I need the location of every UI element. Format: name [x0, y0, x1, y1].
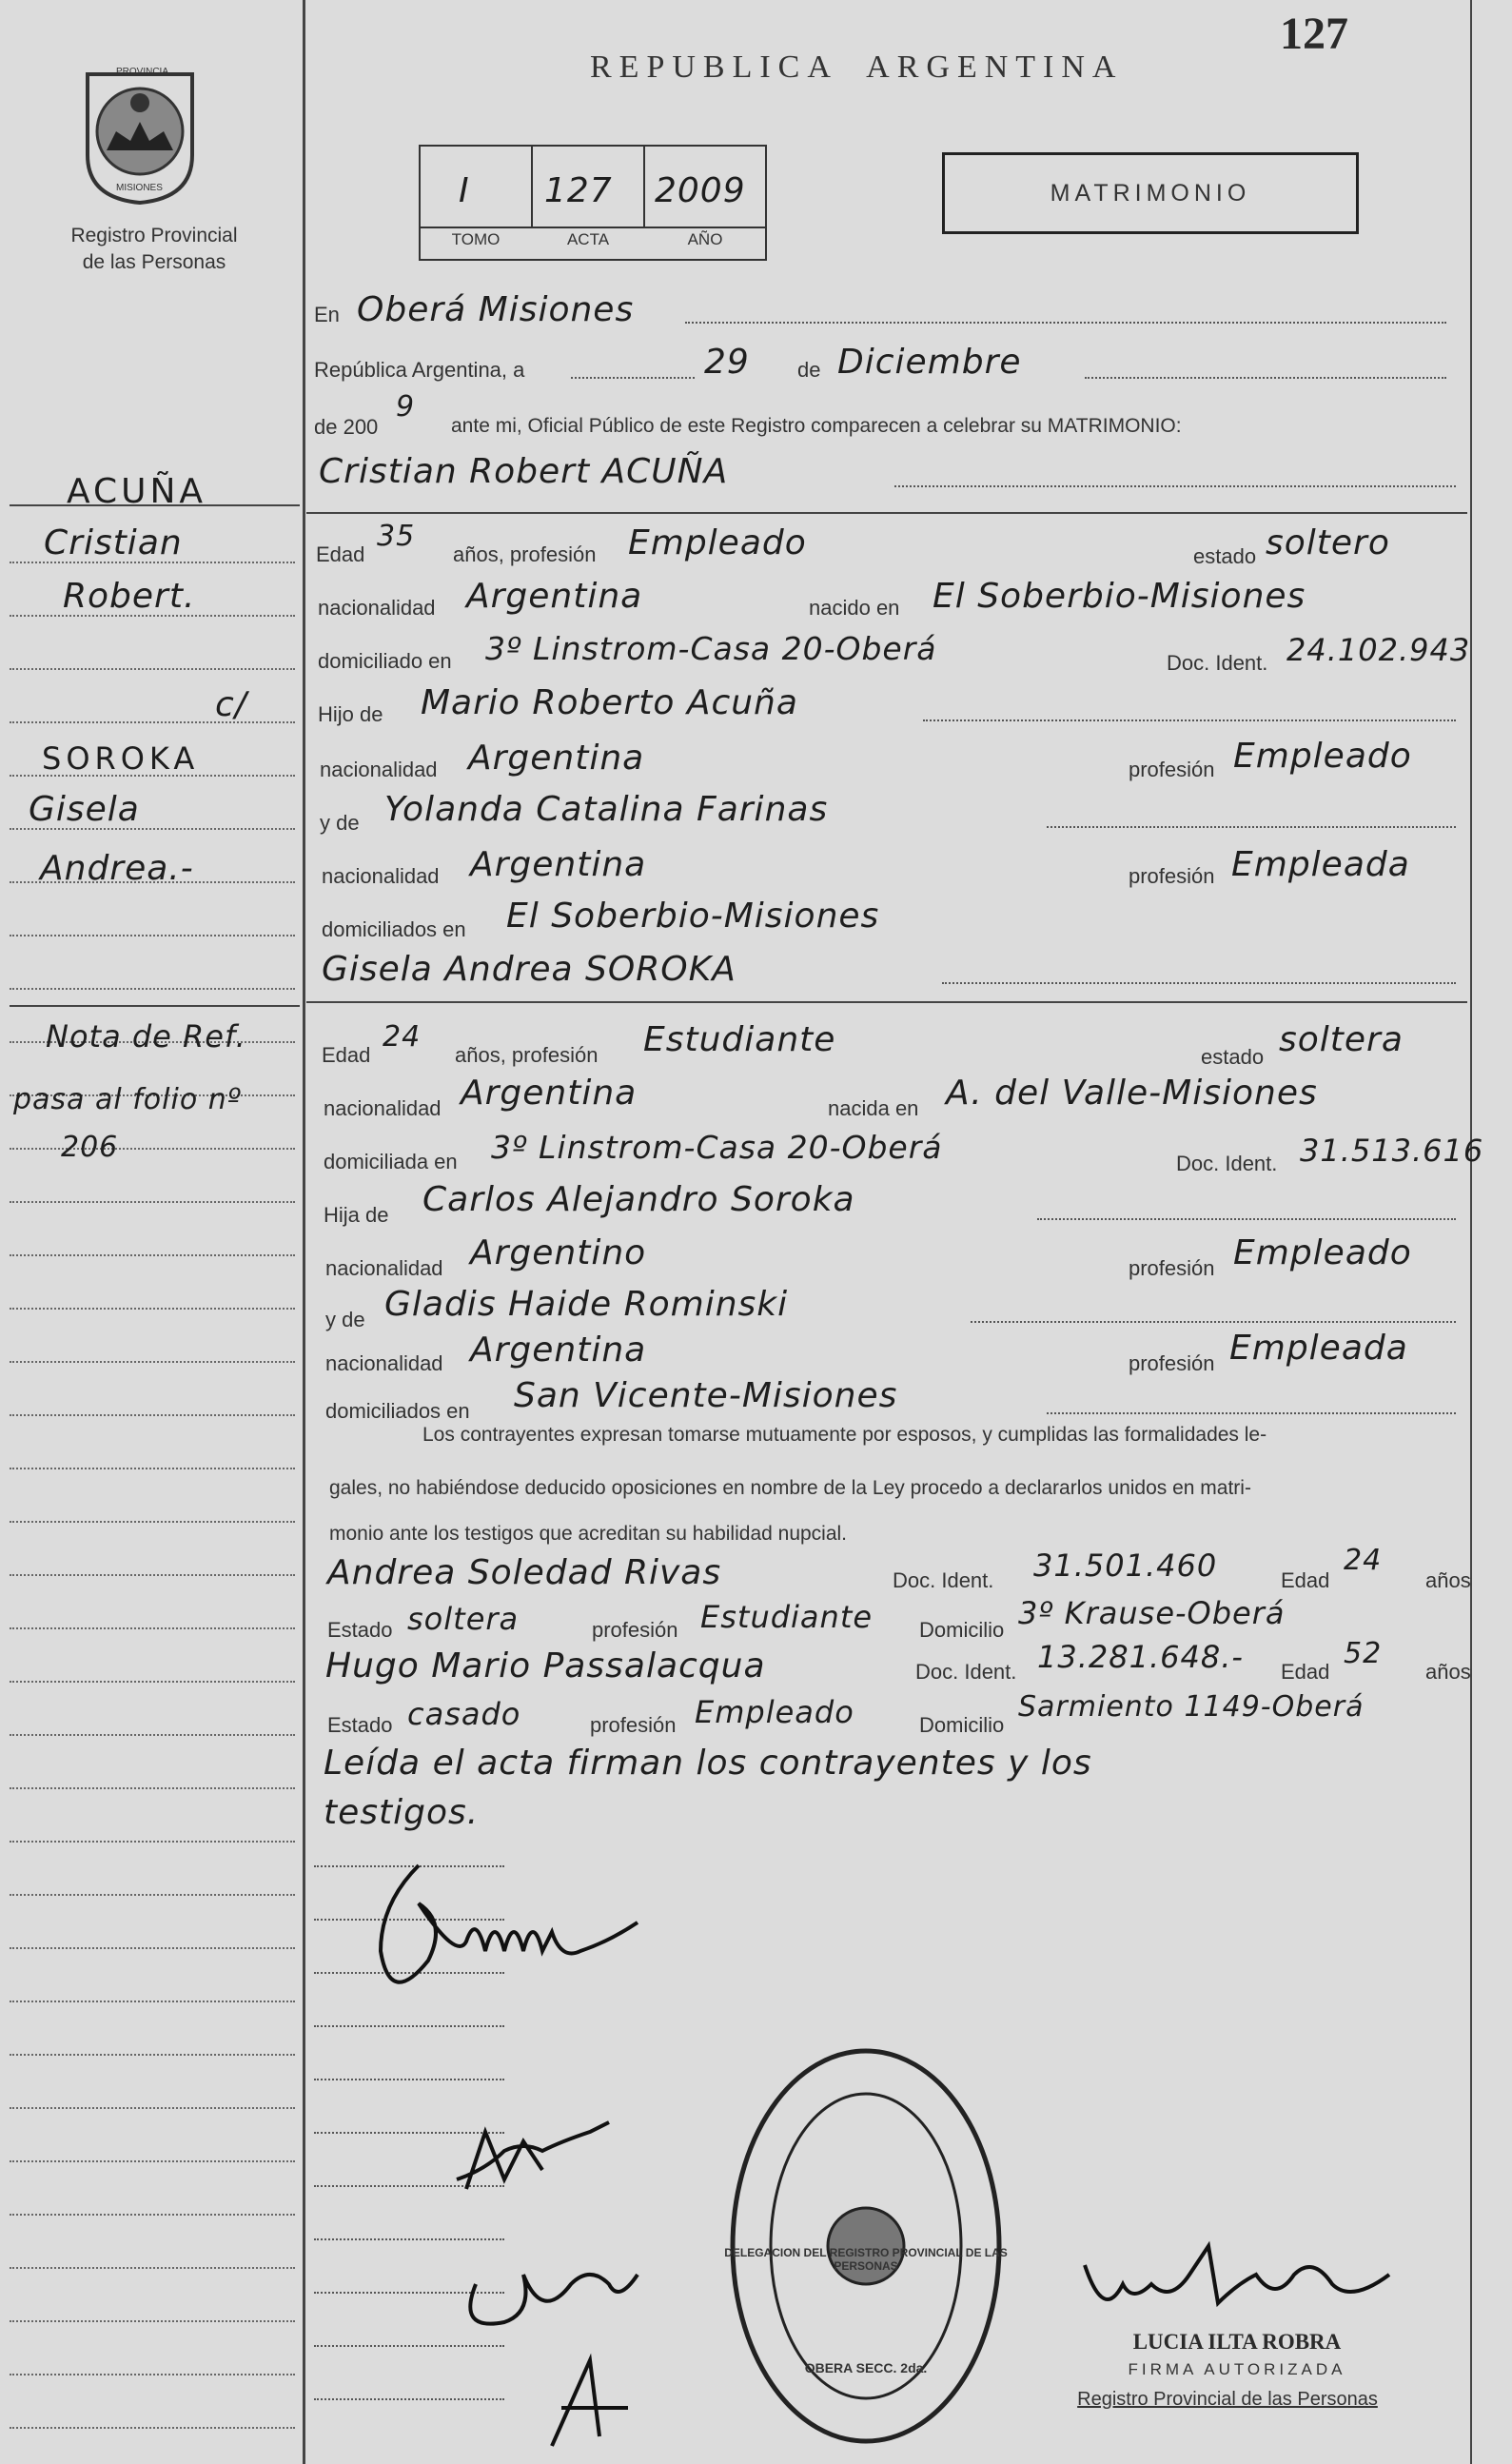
groom-profession: Empleado — [628, 523, 807, 562]
margin-dotted-rule — [10, 1841, 295, 1843]
margin-dotted-rule — [10, 1361, 295, 1363]
declaration-line-3: monio ante los testigos que acreditan su habilidad nupcial. — [329, 1523, 848, 1545]
groom-father-rule — [923, 719, 1456, 721]
groom-full-name: Cristian Robert ACUÑA — [319, 452, 729, 491]
official-signature — [1066, 2227, 1408, 2332]
witness-signature-2 — [447, 2246, 657, 2351]
month: Diciembre — [837, 343, 1022, 382]
margin-given-2b: Andrea.- — [40, 849, 194, 888]
bride-mother-rule — [971, 1321, 1456, 1323]
bride-father-prof: Empleado — [1233, 1233, 1412, 1272]
ano-cell — [645, 147, 765, 228]
margin-dotted-rule — [10, 1627, 295, 1629]
margin-surname-1: ACUÑA — [67, 472, 207, 511]
registry-line-2: de las Personas — [82, 251, 226, 273]
witness-2-doc-label: Doc. Ident. — [915, 1660, 1017, 1684]
margin-dotted-rule — [10, 721, 295, 723]
groom-mother-nat: Argentina — [470, 845, 647, 884]
groom-domicile: 3º Linstrom-Casa 20-Oberá — [485, 630, 937, 667]
margin-given-1b: Robert. — [63, 577, 196, 616]
margin-dotted-rule — [10, 1148, 295, 1150]
en-label: En — [314, 303, 340, 326]
bride-father: Carlos Alejandro Soroka — [422, 1180, 855, 1219]
acta-label: ACTA — [566, 230, 610, 248]
groom-nat-label: nacionalidad — [318, 596, 436, 620]
margin-note-1: Nota de Ref. — [46, 1018, 246, 1055]
witness-2-estado: casado — [407, 1696, 521, 1732]
country-title: REPUBLICA ARGENTINA — [590, 49, 1124, 85]
bride-estado: soltera — [1279, 1020, 1404, 1059]
record-type-box — [942, 152, 1359, 234]
margin-dotted-rule — [10, 2427, 295, 2429]
bride-doc-label: Doc. Ident. — [1176, 1152, 1278, 1175]
groom-age: 35 — [377, 520, 416, 553]
day-rule-a — [571, 377, 695, 379]
right-margin-line — [1470, 0, 1472, 2464]
closing-line-1: Leída el acta firman los contrayentes y los — [324, 1744, 1092, 1783]
body-dotted-rule — [314, 2238, 504, 2240]
republica-label: República Argentina, a — [314, 358, 525, 382]
ano-value: 2009 — [655, 171, 746, 210]
witness-1-dom-label: Domicilio — [919, 1618, 1005, 1642]
official-title: FIRMA AUTORIZADA — [1128, 2360, 1346, 2378]
margin-dotted-rule — [10, 1681, 295, 1683]
official-initial — [533, 2351, 647, 2455]
witness-1-estado-label: Estado — [327, 1618, 393, 1642]
groom-parents-dom-label: domiciliados en — [322, 917, 466, 941]
bride-parents-dom-rule — [1047, 1412, 1456, 1414]
margin-dotted-rule — [10, 1734, 295, 1736]
witness-1-prof-label: profesión — [592, 1618, 678, 1642]
witness-signature-1 — [447, 2113, 628, 2218]
margin-given-2a: Gisela — [29, 790, 140, 829]
margin-dotted-rule — [10, 2320, 295, 2322]
acta-value: 127 — [544, 171, 613, 210]
ano-label: AÑO — [687, 230, 723, 248]
witness-1-estado: soltera — [407, 1601, 520, 1637]
margin-dotted-rule — [10, 1414, 295, 1416]
groom-top-rule — [306, 512, 1467, 514]
groom-father-nat-label: nacionalidad — [320, 758, 438, 781]
groom-mother-label: y de — [320, 811, 360, 835]
margin-dotted-rule — [10, 1947, 295, 1949]
witness-2-dom-label: Domicilio — [919, 1713, 1005, 1737]
witness-2-doc: 13.281.648.- — [1037, 1639, 1244, 1675]
year-digit: 9 — [396, 390, 416, 424]
groom-father-nat: Argentina — [468, 739, 645, 778]
margin-surname-2: SOROKA — [42, 740, 200, 777]
witness-1-doc: 31.501.460 — [1033, 1547, 1218, 1584]
groom-father-prof: Empleado — [1233, 737, 1412, 776]
witness-2-edad-label: Edad — [1281, 1660, 1330, 1684]
bride-mother: Gladis Haide Rominski — [384, 1285, 789, 1324]
margin-dotted-rule — [10, 2001, 295, 2002]
margin-dotted-rule — [10, 1308, 295, 1310]
bride-mother-nat-label: nacionalidad — [325, 1351, 443, 1375]
margin-dotted-rule — [10, 1201, 295, 1203]
record-type: MATRIMONIO — [1050, 180, 1251, 207]
tomo-acta-box — [419, 145, 767, 261]
groom-estado-label: estado — [1193, 544, 1257, 568]
groom-doc: 24.102.943 — [1286, 632, 1471, 668]
declaration-line-1: Los contrayentes expresan tomarse mutuamente por esposos, y cumplidas las formalidades le- — [422, 1424, 1267, 1446]
groom-birthplace: El Soberbio-Misiones — [933, 577, 1306, 616]
witness-2-estado-label: Estado — [327, 1713, 393, 1737]
groom-signature — [362, 1846, 657, 2018]
margin-dotted-rule — [10, 2160, 295, 2162]
bride-father-prof-label: profesión — [1129, 1256, 1215, 1280]
body-dotted-rule — [314, 2079, 504, 2080]
margin-dotted-rule — [10, 2107, 295, 2109]
seal-inner-text: OBERA SECC. 2da. — [804, 2360, 928, 2375]
declaration-line-2: gales, no habiéndose deducido oposiciones en nombre de la Ley procedo a declararlos unidos en matri- — [329, 1477, 1251, 1499]
margin-section-rule-2 — [10, 1005, 300, 1007]
seal-ring-text: DELEGACION DEL REGISTRO PROVINCIAL DE LAS PERSONAS — [724, 2246, 1008, 2273]
groom-mother-nat-label: nacionalidad — [322, 864, 440, 888]
bride-mother-nat: Argentina — [470, 1331, 647, 1370]
bride-father-rule — [1037, 1218, 1456, 1220]
month-rule — [1085, 377, 1446, 379]
bride-name-rule — [942, 982, 1456, 984]
margin-dotted-rule — [10, 935, 295, 936]
bride-father-nat-label: nacionalidad — [325, 1256, 443, 1280]
bride-top-rule — [306, 1001, 1467, 1003]
margin-note-2: pasa al folio nº — [13, 1083, 242, 1116]
emblem-bottom-text: MISIONES — [116, 183, 163, 193]
groom-mother-rule — [1047, 826, 1456, 828]
bride-nacida-label: nacida en — [828, 1096, 919, 1120]
margin-dotted-rule — [10, 2054, 295, 2056]
place: Oberá Misiones — [357, 290, 635, 329]
witness-2-name: Hugo Mario Passalacqua — [325, 1646, 766, 1685]
bride-father-nat: Argentino — [470, 1233, 647, 1272]
official-name: LUCIA ILTA ROBRA — [1132, 2330, 1342, 2354]
margin-dotted-rule — [10, 1254, 295, 1256]
groom-estado: soltero — [1266, 523, 1390, 562]
witness-1-doc-label: Doc. Ident. — [893, 1568, 994, 1592]
margin-dotted-rule — [10, 1468, 295, 1469]
statement: ante mi, Oficial Público de este Registro comparecen a celebrar su MATRIMONIO: — [451, 415, 1182, 437]
closing-line-2: testigos. — [324, 1793, 480, 1832]
left-column-divider — [303, 0, 305, 2464]
witness-1-anos-label: años — [1425, 1568, 1471, 1592]
margin-conj: c/ — [215, 685, 247, 724]
groom-mother-prof: Empleada — [1231, 845, 1410, 884]
acta-cell — [533, 147, 645, 228]
bride-profession: Estudiante — [643, 1020, 836, 1059]
margin-dotted-rule — [10, 1894, 295, 1896]
body-dotted-rule — [314, 2398, 504, 2400]
groom-dom-label: domiciliado en — [318, 649, 452, 673]
bride-mother-label: y de — [325, 1308, 365, 1331]
groom-mother: Yolanda Catalina Farinas — [384, 790, 829, 829]
year-prefix: de 200 — [314, 415, 379, 439]
margin-dotted-rule — [10, 2214, 295, 2216]
groom-nacido-label: nacido en — [809, 596, 900, 620]
de-label: de — [797, 358, 821, 382]
witness-1-age: 24 — [1344, 1544, 1383, 1577]
groom-name-rule — [894, 485, 1456, 487]
bride-father-label: Hija de — [324, 1203, 389, 1227]
body-dotted-rule — [314, 2025, 504, 2027]
witness-1-profession: Estudiante — [700, 1599, 874, 1635]
witness-2-prof-label: profesión — [590, 1713, 677, 1737]
bride-mother-prof-label: profesión — [1129, 1351, 1215, 1375]
margin-dotted-rule — [10, 988, 295, 990]
bride-nationality: Argentina — [461, 1074, 638, 1113]
margin-dotted-rule — [10, 1574, 295, 1576]
bride-edad-label: Edad — [322, 1043, 371, 1067]
witness-1-edad-label: Edad — [1281, 1568, 1330, 1592]
groom-parents-dom: El Soberbio-Misiones — [506, 897, 880, 936]
margin-dotted-rule — [10, 2374, 295, 2375]
groom-edad-label: Edad — [316, 542, 365, 566]
groom-father-prof-label: profesión — [1129, 758, 1215, 781]
witness-2-domicile: Sarmiento 1149-Oberá — [1018, 1690, 1365, 1724]
witness-1-domicile: 3º Krause-Oberá — [1018, 1595, 1286, 1631]
witness-1-name: Andrea Soledad Rivas — [327, 1553, 722, 1592]
bride-dom-label: domiciliada en — [324, 1150, 458, 1173]
day: 29 — [704, 343, 750, 382]
witness-2-anos-label: años — [1425, 1660, 1471, 1684]
margin-dotted-rule — [10, 668, 295, 670]
margin-dotted-rule — [10, 2267, 295, 2269]
bride-domicile: 3º Linstrom-Casa 20-Oberá — [491, 1129, 943, 1166]
bride-parents-dom: San Vicente-Misiones — [514, 1376, 898, 1415]
witness-2-age: 52 — [1344, 1637, 1383, 1670]
bride-parents-dom-label: domiciliados en — [325, 1399, 470, 1423]
bride-nat-label: nacionalidad — [324, 1096, 442, 1120]
emblem-top-text: PROVINCIA — [116, 67, 169, 77]
bride-prof-label: años, profesión — [455, 1043, 599, 1067]
groom-father: Mario Roberto Acuña — [421, 683, 798, 722]
groom-doc-label: Doc. Ident. — [1167, 651, 1268, 675]
bride-age: 24 — [383, 1020, 422, 1054]
tomo-label: TOMO — [451, 230, 501, 248]
tomo-value: I — [459, 171, 470, 210]
place-rule — [685, 322, 1446, 324]
margin-given-1a: Cristian — [44, 523, 183, 562]
registry-line-1: Registro Provincial — [70, 225, 238, 246]
witness-2-profession: Empleado — [695, 1694, 854, 1730]
groom-mother-prof-label: profesión — [1129, 864, 1215, 888]
margin-note-3: 206 — [61, 1131, 119, 1164]
margin-dotted-rule — [10, 1787, 295, 1789]
bride-birthplace: A. del Valle-Misiones — [946, 1074, 1318, 1113]
bride-doc: 31.513.616 — [1300, 1133, 1484, 1169]
groom-father-label: Hijo de — [318, 702, 383, 726]
margin-dotted-rule — [10, 1521, 295, 1523]
bride-mother-prof: Empleada — [1229, 1329, 1408, 1368]
official-registry: Registro Provincial de las Personas — [1077, 2389, 1378, 2410]
groom-nationality: Argentina — [466, 577, 643, 616]
groom-prof-label: años, profesión — [453, 542, 597, 566]
page-number: 127 — [1280, 9, 1348, 59]
bride-estado-label: estado — [1201, 1045, 1265, 1069]
tomo-cell — [421, 147, 533, 228]
bride-full-name: Gisela Andrea SOROKA — [322, 950, 736, 989]
